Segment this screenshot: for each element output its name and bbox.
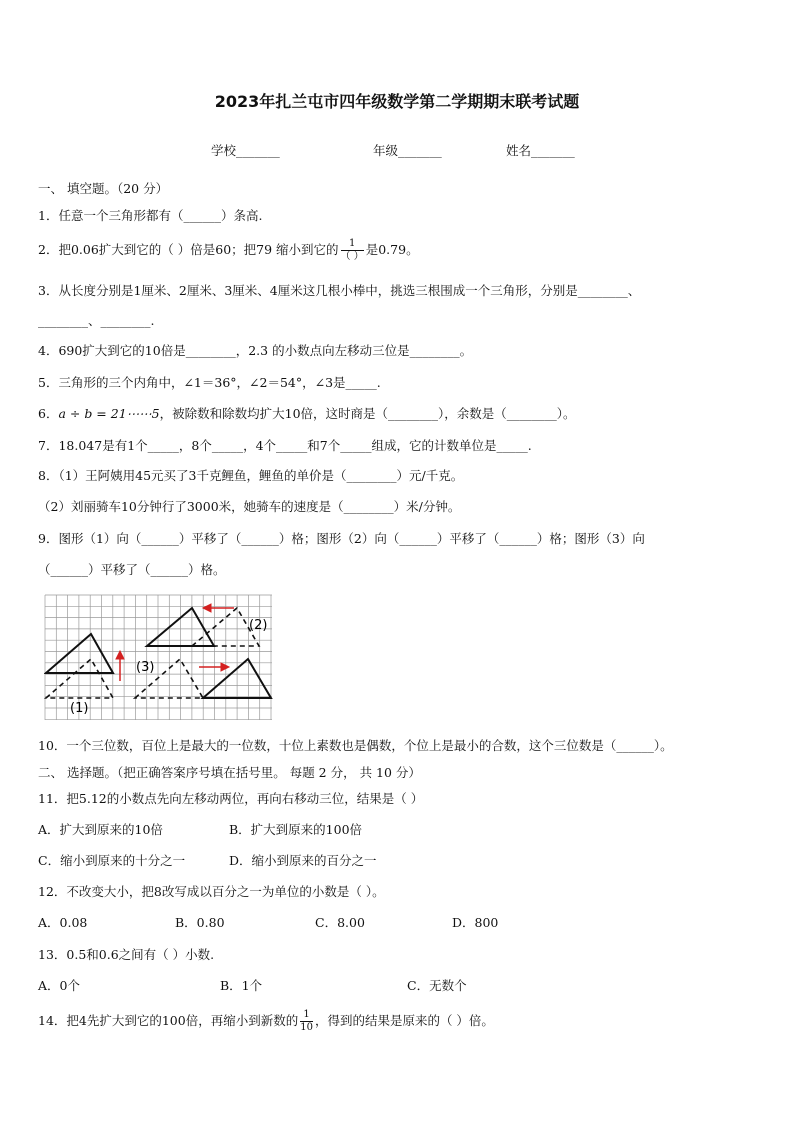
- question-7: 7．18.047是有1个_____，8个_____，4个_____和7个_____组成，它的计数单位是_____.: [38, 438, 532, 453]
- question-12: 12．不改变大小，把8改写成以百分之一为单位的小数是（ ）。: [38, 884, 385, 899]
- question-11-option-c: C．缩小到原来的十分之一: [38, 853, 186, 868]
- question-14-text-a: 14．把4先扩大到它的100倍，再缩小到新数的: [38, 1013, 299, 1028]
- fraction-numerator: 1: [303, 1009, 310, 1020]
- label-figure-3: (3): [136, 660, 155, 675]
- question-8-part-2: （2）刘丽骑车10分钟行了3000米，她骑车的速度是（________）米/分钟。: [38, 499, 461, 514]
- question-2-fraction: [341, 238, 364, 263]
- section-2-heading: 二、 选择题。（把正确答案序号填在括号里。 每题 2 分， 共 10 分）: [38, 765, 421, 780]
- question-13-option-c: C．无数个: [407, 978, 467, 993]
- section-1-heading: 一、 填空题。（20 分）: [38, 181, 169, 196]
- arrow-up-head: [116, 651, 124, 659]
- question-11: 11．把5.12的小数点先向左移动两位，再向右移动三位，结果是（ ）: [38, 791, 424, 806]
- question-13-option-a: A．0个: [38, 978, 80, 993]
- question-2-text-b: 是0.79。: [365, 242, 419, 257]
- question-6-text: ，被除数和除数均扩大10倍，这时商是（________），余数是（________）。: [159, 406, 576, 421]
- question-2: [38, 236, 419, 264]
- fraction-denominator: 10: [300, 1022, 313, 1033]
- school-field: 学校_______: [211, 143, 280, 158]
- question-13: 13．0.5和0.6之间有（ ）小数.: [38, 947, 215, 962]
- fraction-denominator: （ ）: [340, 251, 364, 262]
- label-figure-1: (1): [70, 701, 89, 716]
- question-6-expression: a ÷ b = 21⋯⋯5: [58, 406, 160, 421]
- arrow-right-head: [221, 663, 229, 671]
- question-14: [38, 1003, 494, 1039]
- question-1: 1．任意一个三角形都有（______）条高.: [38, 208, 263, 223]
- page-title: 2023年扎兰屯市四年级数学第二学期期末联考试题: [214, 92, 580, 111]
- question-8-part-1: 8．（1）王阿姨用45元买了3千克鲤鱼，鲤鱼的单价是（________）元/千克。: [38, 468, 464, 483]
- question-2-text-a: 2．把0.06扩大到它的（ ）倍是60；把79 缩小到它的: [38, 242, 339, 257]
- question-11-option-a: A．扩大到原来的10倍: [38, 822, 163, 837]
- question-12-option-c: C．8.00: [315, 915, 365, 930]
- arrows: [116, 604, 234, 681]
- name-field: 姓名_______: [506, 143, 575, 158]
- question-4: 4．690扩大到它的10倍是________，2.3 的小数点向左移动三位是________。: [38, 343, 473, 358]
- grade-field: 年级_______: [373, 143, 442, 158]
- question-11-option-d: D．缩小到原来的百分之一: [229, 853, 377, 868]
- question-6: 6．a ÷ b = 21⋯⋯5，被除数和除数均扩大10倍，这时商是（________），余数是（________）。: [38, 406, 576, 421]
- question-3-line-1: 3．从长度分别是1厘米、2厘米、3厘米、4厘米这几根小棒中，挑选三根围成一个三角形，分别是________、: [38, 283, 641, 298]
- question-10: 10．一个三位数，百位上是最大的一位数，十位上素数也是偶数，个位上是最小的合数，这个三位数是（______）。: [38, 738, 673, 753]
- question-12-option-b: B．0.80: [175, 915, 225, 930]
- question-13-option-b: B．1个: [220, 978, 263, 993]
- question-14-fraction: [300, 1009, 313, 1034]
- question-5: 5．三角形的三个内角中，∠1＝36°，∠2＝54°，∠3是_____.: [38, 375, 381, 390]
- fraction-numerator: 1: [348, 238, 356, 249]
- question-9-line-1: 9．图形（1）向（______）平移了（______）格；图形（2）向（______）平移了（______）格；图形（3）向: [38, 531, 645, 546]
- arrow-left-head: [203, 604, 211, 612]
- translation-grid-figure: [44, 594, 274, 722]
- question-11-option-b: B．扩大到原来的100倍: [229, 822, 363, 837]
- question-12-option-d: D．800: [452, 915, 499, 930]
- question-14-text-b: ，得到的结果是原来的（ ）倍。: [314, 1013, 494, 1028]
- question-3-line-2: ________、________.: [38, 313, 155, 328]
- label-figure-2: (2): [249, 618, 268, 633]
- question-9-line-2: （______）平移了（______）格。: [38, 562, 226, 577]
- question-12-option-a: A．0.08: [38, 915, 88, 930]
